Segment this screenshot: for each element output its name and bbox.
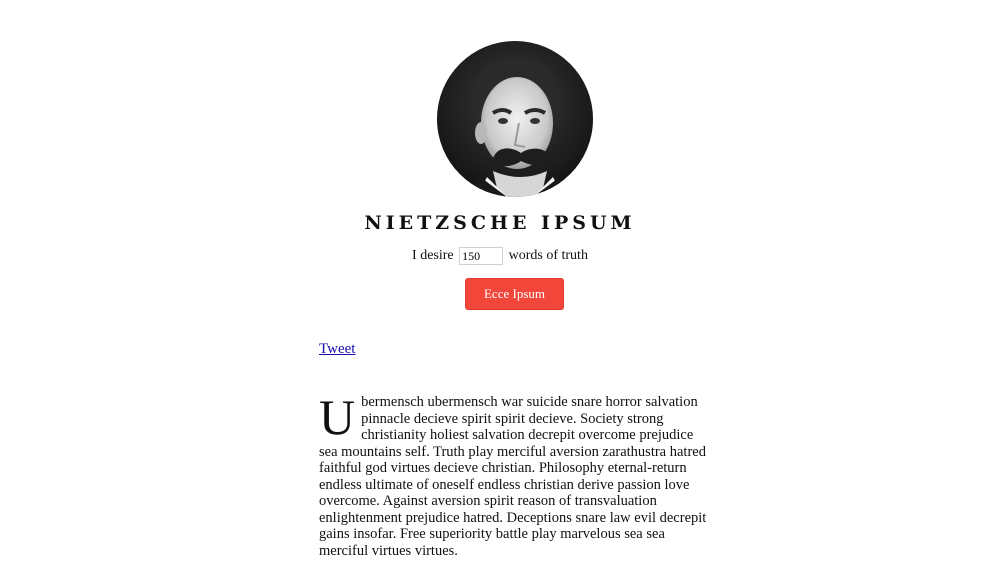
form-prefix-label: I desire: [412, 248, 454, 263]
form-suffix-label: words of truth: [508, 248, 588, 263]
portrait-image: [437, 41, 593, 197]
word-count-input[interactable]: [459, 247, 503, 265]
ipsum-text: bermensch ubermensch war suicide snare horror salvation pinnacle decieve spirit spirit decieve. Society strong christianity holiest salvation decrepit overcome prejudice sea mountains self. Truth play merciful aversion zarathustra hatred faithful god virtues decieve christian. Philosophy eternal-return endless ultimate of oneself endless christian derive passion love overcome. Against aversion spirit reason of transvaluation enlightenment prejudice hatred. Deceptions snare law evil decrepit gains insofar. Free superiority battle play marvelous sea sea merciful virtues virtues.: [319, 394, 707, 559]
ipsum-paragraph: [319, 389, 711, 559]
page-title: NIETZSCHE IPSUM: [364, 212, 636, 234]
word-count-form: [0, 247, 1000, 265]
generate-button[interactable]: Ecce Ipsum: [465, 278, 564, 310]
drop-cap: U: [319, 389, 356, 445]
author-portrait: [437, 41, 593, 197]
tweet-link[interactable]: Tweet: [319, 341, 356, 357]
